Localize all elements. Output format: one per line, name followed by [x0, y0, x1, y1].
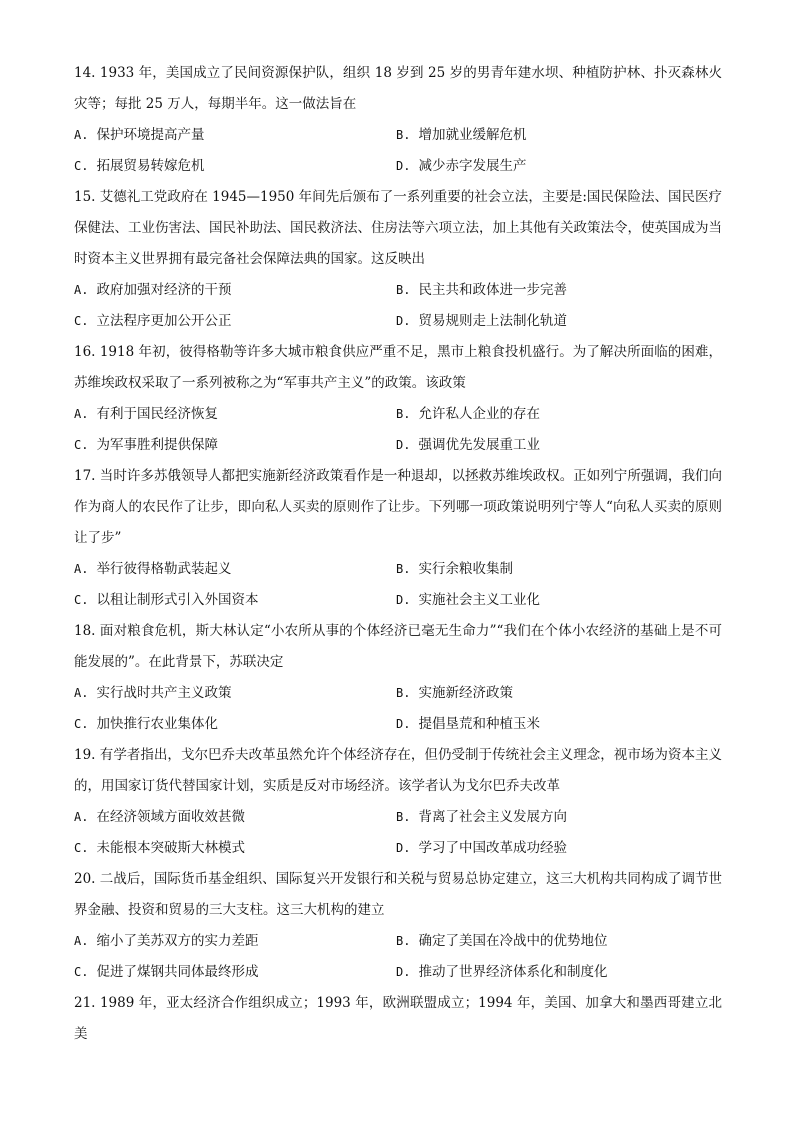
option-text: 在经济领域方面收效甚微 [96, 809, 245, 825]
option-text: 保护环境提高产量 [96, 127, 205, 143]
option-letter: C. [74, 717, 89, 731]
option-letter: C. [74, 841, 89, 855]
option-letter: B. [396, 562, 411, 576]
option-text: 背离了社会主义发展方向 [418, 809, 567, 825]
option-letter: B. [396, 128, 411, 142]
option-item [396, 585, 722, 616]
question-stem: 19. 有学者指出，戈尔巴乔夫改革虽然允许个体经济存在，但仍受制于传统社会主义理念，视市场为资本主义的，用国家订货代替国家计划，实质是反对市场经济。该学者认为戈尔巴乔夫改革 [74, 747, 722, 794]
options-grid [74, 926, 722, 988]
option-text: 立法程序更加公开公正 [96, 313, 232, 329]
option-letter: A. [74, 810, 89, 824]
option-item [396, 554, 722, 585]
option-item [74, 585, 396, 616]
option-item [74, 678, 396, 709]
option-item [396, 709, 722, 740]
option-item [74, 399, 396, 430]
option-letter: C. [74, 593, 89, 607]
options-grid [74, 554, 722, 616]
question-block [74, 337, 722, 461]
option-letter: B. [396, 686, 411, 700]
option-letter: A. [74, 407, 89, 421]
option-text: 未能根本突破斯大林模式 [96, 840, 245, 856]
option-letter: D. [396, 159, 411, 173]
option-text: 强调优先发展重工业 [418, 437, 540, 453]
question-block [74, 864, 722, 988]
question-stem: 18. 面对粮食危机，斯大林认定“小农所从事的个体经济已毫无生命力”“我们在个体小农经济的基础上是不可能发展的”。在此背景下，苏联决定 [74, 623, 722, 670]
option-item [396, 151, 722, 182]
option-item [396, 306, 722, 337]
option-item [396, 802, 722, 833]
option-item [74, 275, 396, 306]
question-stem: 17. 当时许多苏俄领导人都把实施新经济政策看作是一种退却，以拯救苏维埃政权。正如列宁所强调，我们向作为商人的农民作了让步，即向私人买卖的原则作了让步。下列哪一项政策说明列宁等人“向私人买卖的原则让了步” [74, 468, 722, 546]
option-text: 允许私人企业的存在 [418, 406, 540, 422]
option-letter: A. [74, 686, 89, 700]
question-stem: 16. 1918 年初，彼得格勒等许多大城市粮食供应严重不足，黑市上粮食投机盛行。为了解决所面临的困难，苏维埃政权采取了一系列被称之为“军事共产主义”的政策。该政策 [74, 344, 722, 391]
option-text: 增加就业缓解危机 [418, 127, 527, 143]
option-text: 推动了世界经济体系化和制度化 [418, 964, 608, 980]
option-letter: B. [396, 934, 411, 948]
option-letter: A. [74, 283, 89, 297]
option-text: 拓展贸易转嫁危机 [96, 158, 205, 174]
option-text: 贸易规则走上法制化轨道 [418, 313, 567, 329]
option-item [396, 957, 722, 988]
question-block [74, 182, 722, 337]
option-letter: B. [396, 283, 411, 297]
options-grid [74, 802, 722, 864]
option-text: 促进了煤钢共同体最终形成 [96, 964, 259, 980]
option-letter: C. [74, 314, 89, 328]
options-grid [74, 678, 722, 740]
option-text: 确定了美国在冷战中的优势地位 [418, 933, 608, 949]
option-text: 减少赤字发展生产 [418, 158, 527, 174]
question-block [74, 740, 722, 864]
option-text: 学习了中国改革成功经验 [418, 840, 567, 856]
option-letter: B. [396, 810, 411, 824]
option-item [74, 430, 396, 461]
option-item [74, 554, 396, 585]
option-text: 举行彼得格勒武装起义 [96, 561, 232, 577]
option-letter: D. [396, 314, 411, 328]
option-letter: B. [396, 407, 411, 421]
question-block [74, 616, 722, 740]
option-letter: C. [74, 965, 89, 979]
option-text: 民主共和政体进一步完善 [418, 282, 567, 298]
option-letter: D. [396, 841, 411, 855]
option-letter: A. [74, 562, 89, 576]
question-stem: 15. 艾德礼工党政府在 1945—1950 年间先后颁布了一系列重要的社会立法，主要是:国民保险法、国民医疗保健法、工业伤害法、国民补助法、国民救济法、住房法等六项立法，加上其他有关政策法令，使英国成为当时资本主义世界拥有最完备社会保障法典的国家。这反映出 [74, 189, 722, 267]
option-item [396, 399, 722, 430]
option-text: 缩小了美苏双方的实力差距 [96, 933, 259, 949]
option-item [396, 430, 722, 461]
option-text: 提倡垦荒和种植玉米 [418, 716, 540, 732]
option-text: 实行战时共产主义政策 [96, 685, 232, 701]
option-letter: C. [74, 438, 89, 452]
option-item [396, 833, 722, 864]
option-letter: A. [74, 934, 89, 948]
option-item [396, 926, 722, 957]
option-item [396, 678, 722, 709]
option-item [396, 120, 722, 151]
option-item [74, 926, 396, 957]
option-text: 有利于国民经济恢复 [96, 406, 218, 422]
question-block [74, 58, 722, 182]
option-item [74, 833, 396, 864]
question-block [74, 461, 722, 616]
options-grid [74, 120, 722, 182]
option-letter: C. [74, 159, 89, 173]
option-text: 为军事胜利提供保障 [96, 437, 218, 453]
question-stem: 14. 1933 年，美国成立了民间资源保护队，组织 18 岁到 25 岁的男青年建水坝、种植防护林、扑灭森林火灾等；每批 25 万人，每期半年。这一做法旨在 [74, 65, 722, 112]
option-item [74, 957, 396, 988]
option-letter: A. [74, 128, 89, 142]
question-block [74, 988, 722, 1050]
option-item [74, 709, 396, 740]
option-text: 政府加强对经济的干预 [96, 282, 232, 298]
question-list [74, 58, 722, 1050]
option-text: 实施社会主义工业化 [418, 592, 540, 608]
option-text: 以租让制形式引入外国资本 [96, 592, 259, 608]
option-text: 实行余粮收集制 [418, 561, 513, 577]
option-item [74, 802, 396, 833]
options-grid [74, 399, 722, 461]
question-stem: 20. 二战后，国际货币基金组织、国际复兴开发银行和关税与贸易总协定建立，这三大机构共同构成了调节世界金融、投资和贸易的三大支柱。这三大机构的建立 [74, 871, 722, 918]
option-item [74, 306, 396, 337]
option-text: 加快推行农业集体化 [96, 716, 218, 732]
option-text: 实施新经济政策 [418, 685, 513, 701]
option-letter: D. [396, 593, 411, 607]
option-letter: D. [396, 438, 411, 452]
option-item [74, 120, 396, 151]
option-item [396, 275, 722, 306]
question-stem: 21. 1989 年，亚太经济合作组织成立；1993 年，欧洲联盟成立；1994 年，美国、加拿大和墨西哥建立北美 [74, 995, 722, 1042]
option-letter: D. [396, 717, 411, 731]
options-grid [74, 275, 722, 337]
option-item [74, 151, 396, 182]
option-letter: D. [396, 965, 411, 979]
